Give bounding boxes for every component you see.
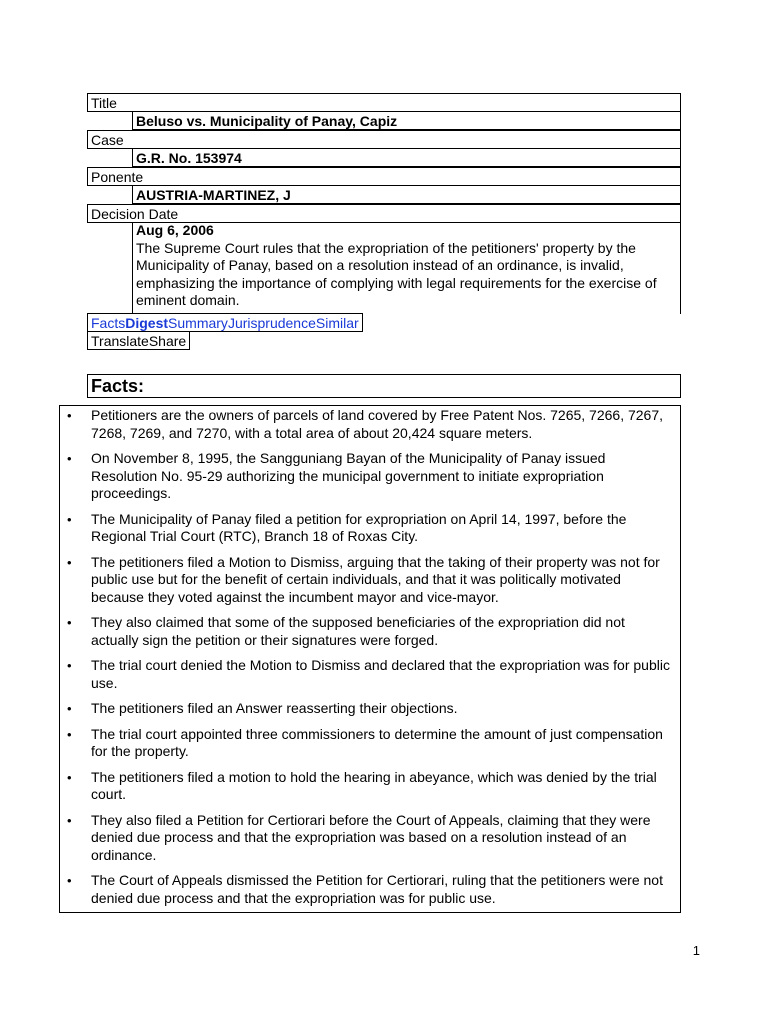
fact-item: • The petitioners filed an Answer reasserting their objections. xyxy=(60,700,680,718)
decision-summary: The Supreme Court rules that the expropriation of the petitioners' property by the Municipality of Panay, based on a resolution instead of an ordinance, is invalid, emphasizing the importance of complying with legal requirements for the exercise of eminent domain. xyxy=(136,239,657,308)
fact-item: • The Municipality of Panay filed a petition for expropriation on April 14, 1997, before the Regional Trial Court (RTC), Branch 18 of Roxas City. xyxy=(60,511,680,546)
fact-item: • On November 8, 1995, the Sangguniang Bayan of the Municipality of Panay issued Resolution No. 95-29 authorizing the municipal government to initiate expropriation proceedings. xyxy=(60,450,680,503)
case-label: Case xyxy=(87,130,681,149)
tab-digest[interactable]: Digest xyxy=(125,315,169,331)
fact-item: • The Court of Appeals dismissed the Petition for Certiorari, ruling that the petitioners were not denied due process and that the expropriation was for public use. xyxy=(60,872,680,907)
case-number: G.R. No. 153974 xyxy=(132,148,681,167)
tab-facts[interactable]: Facts xyxy=(91,315,126,331)
tab-similar[interactable]: Similar xyxy=(315,315,359,331)
decision-summary-cell xyxy=(132,222,681,314)
title-label: Title xyxy=(87,93,681,112)
page-number: 1 xyxy=(692,943,700,958)
ponente-value: AUSTRIA-MARTINEZ, J xyxy=(132,185,681,204)
fact-item: • The trial court denied the Motion to Dismiss and declared that the expropriation was for public use. xyxy=(60,657,680,692)
decision-date-value: Aug 6, 2006 xyxy=(136,222,214,238)
fact-item: • The petitioners filed a Motion to Dismiss, arguing that the taking of their property was not for public use but for the benefit of certain individuals, and that it was politically motivated because they voted against the incumbent mayor and vice-mayor. xyxy=(60,554,680,607)
translate-button[interactable]: Translate xyxy=(91,333,149,349)
tab-bar xyxy=(87,313,363,332)
action-bar xyxy=(87,331,190,350)
facts-heading: Facts: xyxy=(87,374,681,398)
fact-item: • Petitioners are the owners of parcels of land covered by Free Patent Nos. 7265, 7266, 7267, 7268, 7269, and 7270, with a total area of about 20,424 square meters. xyxy=(60,407,680,442)
tab-summary[interactable]: Summary xyxy=(168,315,228,331)
share-button[interactable]: Share xyxy=(148,333,187,349)
case-title: Beluso vs. Municipality of Panay, Capiz xyxy=(132,111,681,130)
tab-jurisprudence[interactable]: Jurisprudence xyxy=(227,315,316,331)
fact-item: • They also filed a Petition for Certiorari before the Court of Appeals, claiming that they were denied due process and that the expropriation was based on a resolution instead of an ordinance. xyxy=(60,812,680,865)
facts-list xyxy=(60,406,680,915)
fact-item: • They also claimed that some of the supposed beneficiaries of the expropriation did not actually sign the petition or their signatures were forged. xyxy=(60,614,680,649)
fact-item: • The petitioners filed a motion to hold the hearing in abeyance, which was denied by the trial court. xyxy=(60,769,680,804)
decision-date-label: Decision Date xyxy=(87,204,681,223)
facts-list-box xyxy=(59,405,681,913)
fact-item: • The trial court appointed three commissioners to determine the amount of just compensation for the property. xyxy=(60,726,680,761)
ponente-label: Ponente xyxy=(87,167,681,186)
